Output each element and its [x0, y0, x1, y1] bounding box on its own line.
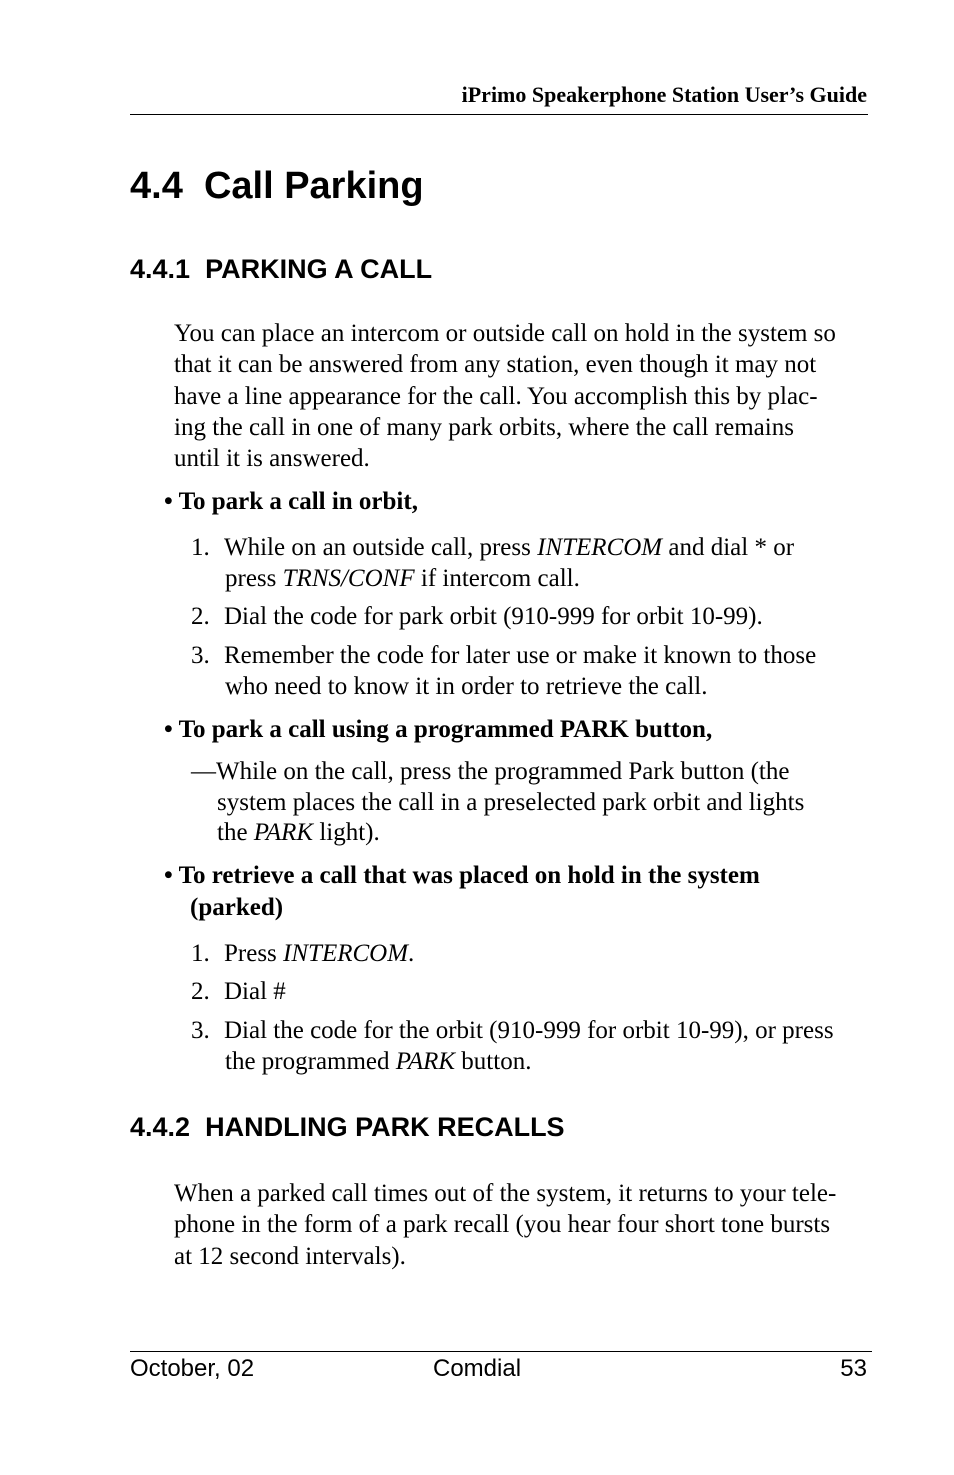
- step-continuation: [191, 1046, 834, 1077]
- footer-rule: [130, 1351, 872, 1352]
- subsection-title-text: PARKING A CALL: [205, 254, 433, 284]
- step-number: 3.: [191, 642, 210, 669]
- step-text: Dial the code for park orbit (910-999 for orbit 10-99).: [224, 603, 763, 630]
- park-key-label: PARK: [253, 819, 314, 846]
- step-text: Dial #: [224, 978, 286, 1005]
- step-number: 1.: [191, 940, 210, 967]
- retrieve-step-3: [191, 1015, 834, 1077]
- step-number: 3.: [191, 1017, 210, 1044]
- step-text: and dial * or: [662, 534, 795, 561]
- bullet-text: To park a call using a programmed PARK button,: [178, 716, 713, 743]
- section-number: 4.4: [130, 165, 183, 207]
- paragraph-line: phone in the form of a park recall (you hear four short tone bursts: [174, 1211, 831, 1239]
- subsection-number: 4.4.2: [130, 1112, 191, 1142]
- instruction-line: system places the call in a preselected park orbit and lights: [217, 788, 805, 816]
- step-text: the programmed: [225, 1048, 396, 1075]
- park-orbit-step-2: [191, 601, 763, 632]
- paragraph-line: ing the call in one of many park orbits, where the call remains: [174, 413, 794, 441]
- park-recalls-paragraph: [174, 1178, 874, 1272]
- subsection-title-park-recalls: [130, 1111, 565, 1143]
- bullet-park-in-orbit: • To park a call in orbit,: [164, 488, 418, 515]
- step-text: press: [225, 565, 283, 592]
- paragraph-line: You can place an intercom or outside call on hold in the system so: [174, 320, 836, 347]
- intercom-key-label: INTERCOM: [283, 940, 409, 967]
- step-number: 2.: [191, 603, 210, 630]
- park-orbit-step-1: [191, 532, 794, 594]
- bullet-park-button: • To park a call using a programmed PARK button,: [164, 716, 713, 743]
- trns-conf-key-label: TRNS/CONF: [282, 565, 415, 592]
- step-text: Dial the code for the orbit (910-999 for orbit 10-99), or press: [224, 1017, 834, 1044]
- instruction-line: —While on the call, press the programmed Park button (the: [191, 758, 790, 785]
- instruction-line: [191, 818, 804, 849]
- bullet-text: To park a call in orbit,: [178, 488, 418, 515]
- retrieve-step-1: [191, 938, 414, 969]
- bullet-retrieve-call: • To retrieve a call that was placed on hold in the system (parked): [164, 860, 760, 924]
- paragraph-line: When a parked call times out of the system, it returns to your tele-: [174, 1180, 837, 1207]
- page-number: 53: [840, 1355, 867, 1382]
- bullet-text: To retrieve a call that was placed on hold in the system: [178, 862, 760, 889]
- step-text: if intercom call.: [414, 565, 580, 592]
- subsection-title-text: HANDLING PARK RECALLS: [205, 1112, 565, 1142]
- subsection-number: 4.4.1: [130, 254, 191, 284]
- instruction-text: the: [217, 819, 254, 846]
- instruction-text: light).: [313, 819, 380, 846]
- step-number: 1.: [191, 534, 210, 561]
- step-text: While on an outside call, press: [224, 534, 538, 561]
- step-text: .: [408, 940, 415, 967]
- header-rule: [130, 114, 868, 115]
- section-title-text: Call Parking: [203, 165, 424, 207]
- paragraph-line: until it is answered.: [174, 445, 370, 473]
- park-key-label: PARK: [395, 1048, 456, 1075]
- retrieve-step-2: [191, 976, 286, 1007]
- section-title: [130, 163, 424, 209]
- intercom-key-label: INTERCOM: [537, 534, 663, 561]
- footer-date: October, 02: [130, 1355, 255, 1382]
- paragraph-line: have a line appearance for the call. You accomplish this by plac-: [174, 382, 818, 410]
- step-continuation: [191, 563, 794, 594]
- running-header: iPrimo Speakerphone Station User’s Guide: [461, 82, 867, 107]
- bullet-text-continuation: (parked): [190, 894, 284, 921]
- step-continuation: who need to know it in order to retrieve the call.: [225, 673, 708, 700]
- subsection-title-parking: [130, 253, 432, 285]
- step-text: Press: [224, 940, 284, 967]
- step-text: button.: [455, 1048, 532, 1075]
- park-orbit-step-3: [191, 640, 816, 702]
- step-text: Remember the code for later use or make it known to those: [224, 642, 817, 669]
- paragraph-line: that it can be answered from any station, even though it may not: [174, 351, 817, 379]
- footer-publisher: Comdial: [433, 1355, 522, 1382]
- step-number: 2.: [191, 978, 210, 1005]
- park-button-instruction: [191, 757, 804, 849]
- paragraph-line: at 12 second intervals).: [174, 1242, 406, 1270]
- parking-intro-paragraph: [174, 318, 874, 474]
